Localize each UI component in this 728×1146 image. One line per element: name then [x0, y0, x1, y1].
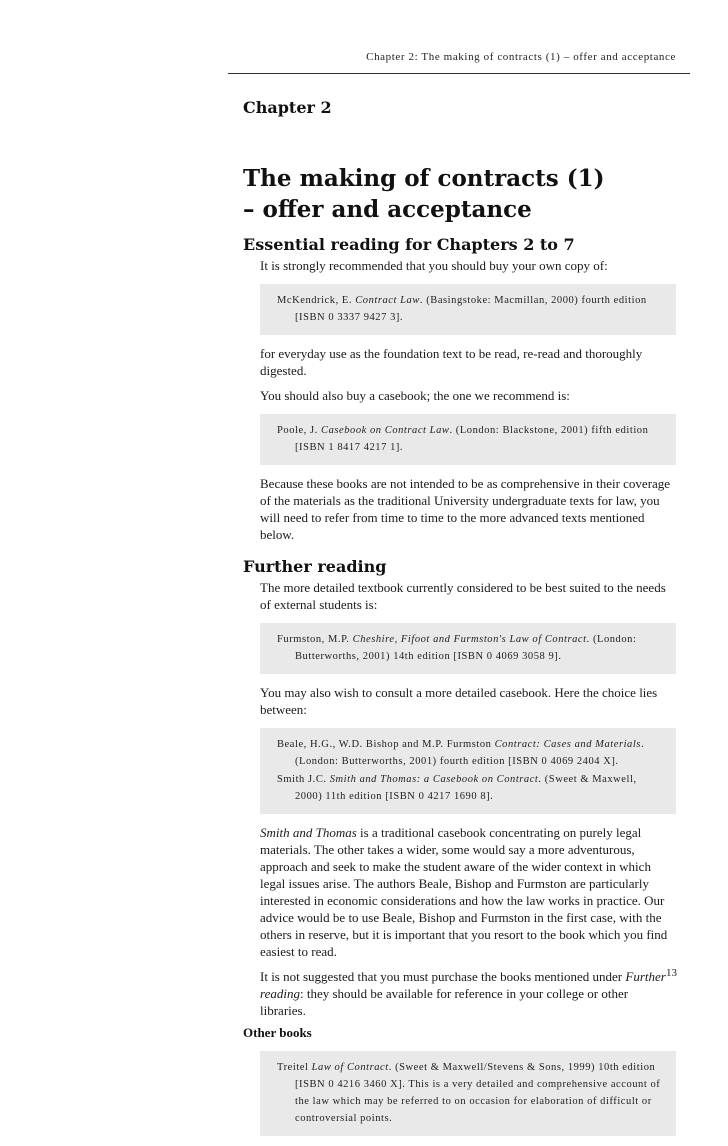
further-reading-heading: Further reading	[243, 557, 387, 576]
reference-furmston: Furmston, M.P. Cheshire, Fifoot and Furmston's Law of Contract. (London: Butterworths, 2001) 14th edition [ISBN 0 4069 3058 9].	[277, 634, 637, 662]
page-content	[243, 98, 676, 1146]
header-rule	[228, 73, 690, 74]
running-head: Chapter 2: The making of contracts (1) – offer and acceptance	[366, 51, 676, 63]
chapter-title-line-1: The making of contracts (1)	[243, 165, 605, 192]
other-books-box	[260, 1051, 676, 1136]
essential-after-reference: for everyday use as the foundation text to be read, re-read and thoroughly digested.	[260, 346, 643, 378]
essential-reference-box	[260, 284, 676, 335]
essential-intro: It is strongly recommended that you should buy your own copy of:	[260, 258, 608, 273]
reference-mckendrick: McKendrick, E. Contract Law. (Basingstoke: Macmillan, 2000) fourth edition [ISBN 0 3337 9427 3].	[277, 295, 647, 323]
further-casebook-intro: You may also wish to consult a more detailed casebook. Here the choice lies between:	[260, 685, 658, 717]
further-casebook-box	[260, 728, 676, 814]
reference-treitel: Treitel Law of Contract. (Sweet & Maxwell/Stevens & Sons, 1999) 10th edition [ISBN 0 4216 3460 X]. This is a very detailed and comprehensive account of the law which may be referred to on occasion for elaboration of difficult or controversial points.	[277, 1062, 661, 1124]
casebook-intro: You should also buy a casebook; the one we recommend is:	[260, 388, 570, 403]
casebook-discussion: Smith and Thomas is a traditional casebook concentrating on purely legal materials. The other takes a wider, some would say a more adventurous, approach and seek to make the student aware of the wider context in which legal issues arise. The authors Beale, Bishop and Furmston are particularly interested in economic considerations and how the law works in practice. Our advice would be to use Beale, Bishop and Furmston in the first case, with the others in reserve, but it is important that you resort to the book which you find easiest to read.	[260, 825, 668, 959]
casebook-reference-box	[260, 414, 676, 465]
essential-closing: Because these books are not intended to be as comprehensive in their coverage of the materials as the traditional University undergraduate texts for law, you will need to refer from time to time to the more advanced texts mentioned below.	[260, 476, 671, 542]
essential-reading-heading: Essential reading for Chapters 2 to 7	[243, 235, 575, 254]
further-reference-box	[260, 623, 676, 674]
page-number: 13	[666, 967, 677, 979]
chapter-title	[243, 163, 676, 225]
chapter-label: Chapter 2	[243, 98, 332, 117]
other-books-heading: Other books	[243, 1025, 312, 1040]
chapter-title-line-2: – offer and acceptance	[243, 196, 532, 223]
reference-smith: Smith J.C. Smith and Thomas: a Casebook on Contract. (Sweet & Maxwell, 2000) 11th edition [ISBN 0 4217 1690 8].	[277, 774, 637, 802]
further-intro: The more detailed textbook currently considered to be best suited to the needs of external students is:	[260, 580, 666, 612]
purchase-note: It is not suggested that you must purchase the books mentioned under Further reading: they should be available for reference in your college or other libraries.	[260, 969, 666, 1018]
reference-poole: Poole, J. Casebook on Contract Law. (London: Blackstone, 2001) fifth edition [ISBN 1 8417 4217 1].	[277, 425, 649, 453]
reference-beale: Beale, H.G., W.D. Bishop and M.P. Furmston Contract: Cases and Materials. (London: Butterworths, 2001) fourth edition [ISBN 0 4069 2404 X].	[277, 739, 645, 767]
